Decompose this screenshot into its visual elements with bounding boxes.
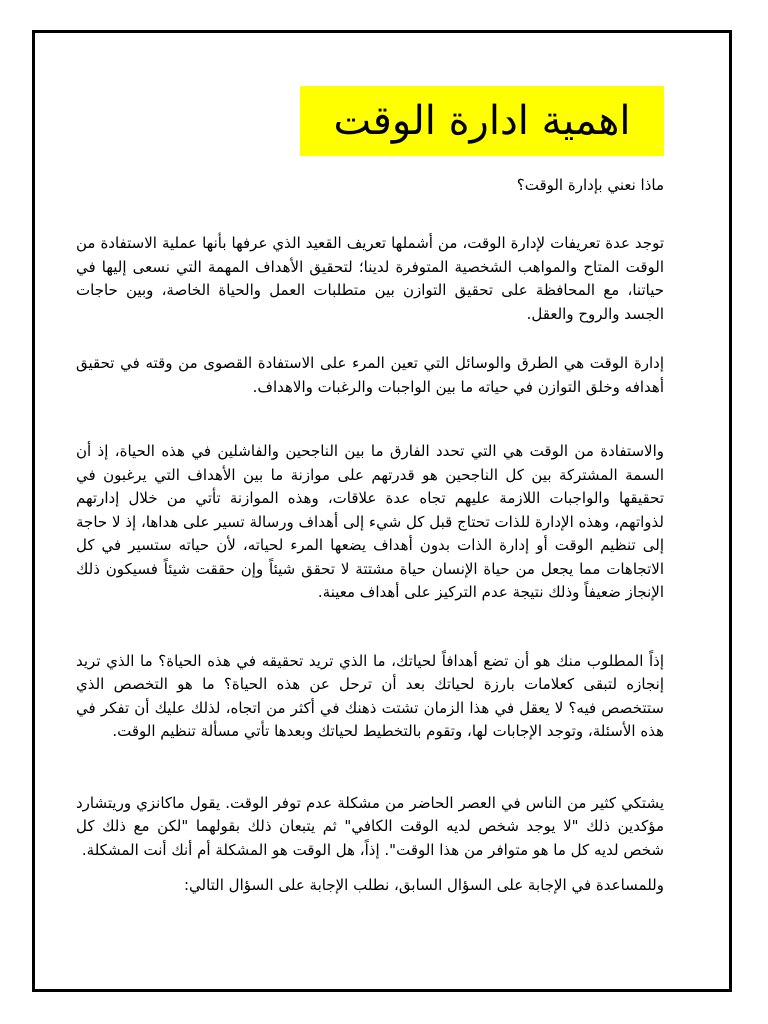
- paragraph-time-management: إدارة الوقت هي الطرق والوسائل التي تعين المرء على الاستفادة القصوى من وقته في تحقيق أهدافه وخلق التوازن في حياته ما بين الواجبات والرغبات والاهداف.: [76, 354, 664, 396]
- paragraph-definition: توجد عدة تعريفات لإدارة الوقت، من أشملها تعريف القعيد الذي عرفها بأنها عملية الاستفادة من الوقت المتاح والمواهب الشخصية المتوفرة لدينا؛ لتحقيق الأهداف المهمة التي نسعى إليها في حياتنا، مع المحافظة على تحقيق التوازن بين متطلبات العمل والحياة الخاصة، وبين حاجات الجسد والروح والعقل.: [76, 234, 664, 323]
- section-question: ماذا نعني بإدارة الوقت؟: [516, 176, 664, 194]
- paragraph-success: والاستفادة من الوقت هي التي تحدد الفارق ما بين الناجحين والفاشلين في هذه الحياة، إذ أن السمة المشتركة بين كل الناجحين هو قدرتهم على موازنة ما بين الأهداف التي يرغبون في تحقيقها والواجبات اللازمة عليهم تجاه عدة علاقات، وهذه الموازنة تأتي من خلال إدارتهم لذواتهم، وهذه الإدارة للذات تحتاج قبل كل شيء إلى أهداف ورسالة تسير على هداها، إذ لا حاجة إلى تنظيم الوقت أو إدارة الذات بدون أهداف يضعها المرء لحياته، لأن حياته ستسير في كل الاتجاهات مما يجعل من حياة الإنسان حياة مشتتة لا تحقق شيئاً وإن حققت شيئاً فسيكون ذلك الإنجاز ضعيفاً وذلك نتيجة عدم التركيز على أهداف معينة.: [76, 442, 664, 601]
- paragraph-next-question: وللمساعدة في الإجابة على السؤال السابق، نطلب الإجابة على السؤال التالي:: [183, 876, 664, 894]
- document-content: [76, 86, 664, 898]
- title-row: [76, 86, 664, 156]
- paragraph-goals: إذاً المطلوب منك هو أن تضع أهدافاً لحياتك، ما الذي تريد تحقيقه في هذه الحياة؟ ما الذي تريد إنجازه لتبقى كعلامات بارزة لحياتك بعد أن ترحل عن هذه الحياة؟ ما هو التخصص الذي ستتخصص فيه؟ لا يعقل في هذا الزمان تشتت ذهنك في أكثر من اتجاه، لذلك عليك أن تفكر في هذه الأسئلة، وتوجد الإجابات لها، وتقوم بالتخطيط لحياتك وبعدها تأتي مسألة تنظيم الوقت.: [76, 651, 664, 740]
- page-title: اهمية ادارة الوقت: [300, 86, 664, 156]
- paragraph-complaint: يشتكي كثير من الناس في العصر الحاضر من مشكلة عدم توفر الوقت. يقول ماكانزي وريتشارد مؤكدين ذلك "لا يوجد شخص لديه الوقت الكافي" ثم يتبعان ذلك بقولهما "لكن مع ذلك كل شخص لديه كل ما هو متوافر من هذا الوقت". إذاً، هل الوقت هو المشكلة أم أنك أنت المشكلة.: [76, 793, 664, 859]
